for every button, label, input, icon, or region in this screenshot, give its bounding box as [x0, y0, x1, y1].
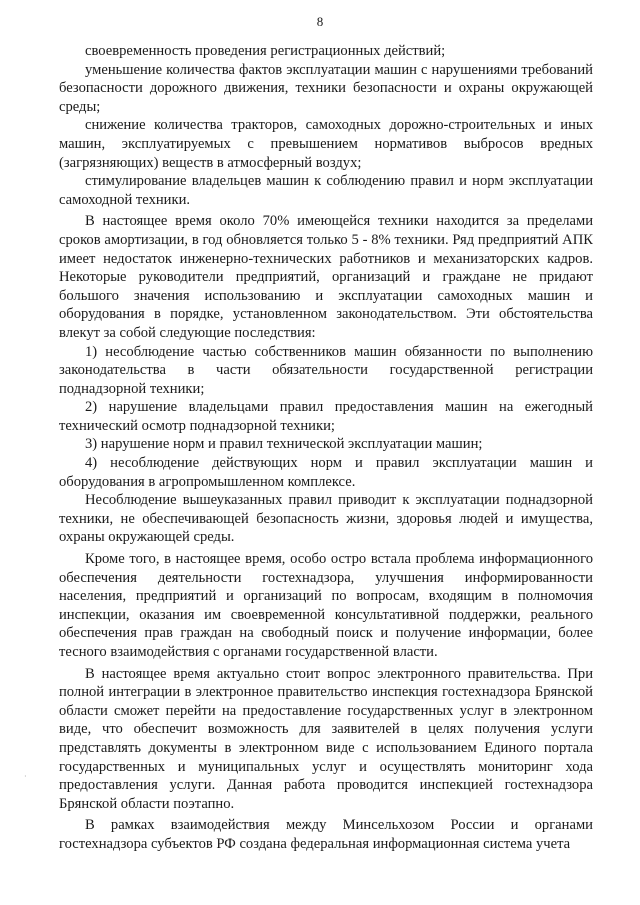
paragraph-noncompliance-effects: Несоблюдение вышеуказанных правил приводит к эксплуатации поднадзорной техники, не обеспечивающей безопасность жизни, здоровья людей и имущества, охраны окружающей среды. — [59, 492, 593, 546]
paragraph-consequence-1: 1) несоблюдение частью собственников машин обязанности по выполнению законодательства в части обязательности государственной регистрации поднадзорной техники; — [59, 343, 593, 397]
paragraph-electronic-government: В настоящее время актуально стоит вопрос электронного правительства. При полной интеграции в электронное правительство инспекция гостехнадзора Брянской области сможет перейти на предоставление государственных услуг в электронном виде, что обеспечит возможность для заявителей в целях получения услуги представлять документы в электронном виде с использованием Единого портала государственных и муниципальных услуг и осуществлять мониторинг хода предоставления услуги. Данная работа проводится инспекцией гостехнадзора Брянской области поэтапно. — [59, 665, 593, 812]
paragraph-owner-incentives: стимулирование владельцев машин к соблюдению правил и норм эксплуатации самоходной техники. — [59, 173, 593, 208]
margin-dot: · — [24, 772, 27, 781]
paragraph-consequence-2: 2) нарушение владельцами правил предоставления машин на ежегодный технический осмотр поднадзорной техники; — [59, 399, 593, 434]
paragraph-emissions-reduction: снижение количества тракторов, самоходных дорожно-строительных и иных машин, эксплуатируемых с превышением нормативов выбросов вредных (загрязняющих) веществ в атмосферный воздух; — [59, 117, 593, 171]
page-number: 8 — [316, 14, 324, 29]
paragraph-registration-timeliness: своевременность проведения регистрационных действий; — [85, 43, 446, 59]
paragraph-information-support: Кроме того, в настоящее время, особо остро встала проблема информационного обеспечения деятельности гостехнадзора, улучшения информированности населения, предприятий и организаций по вопросам, входящим в полномочия инспекции, оказания им своевременной консультативной поддержки, реального обеспечения прав граждан на свободный поиск и получение информации, более тесного взаимодействия с органами государственной власти. — [59, 551, 593, 660]
paragraph-violations-reduction: уменьшение количества фактов эксплуатации машин с нарушениями требований безопасности дорожного движения, техники безопасности и охраны окружающей среды; — [59, 61, 593, 115]
paragraph-equipment-depreciation: В настоящее время около 70% имеющейся техники находится за пределами сроков амортизации, в год обновляется только 5 - 8% техники. Ряд предприятий АПК имеет недостаток инженерно-технических работников и механизаторских кадров. Некоторые руководители предприятий, организаций и граждане не придают большого значения использованию и эксплуатации самоходных машин и оборудования в порядке, установленном законодательством. Эти обстоятельства влекут за собой следующие последствия: — [59, 213, 593, 341]
paragraph-consequence-4: 4) несоблюдение действующих норм и правил эксплуатации машин и оборудования в агропромышленном комплексе. — [59, 455, 593, 490]
document-body — [59, 42, 593, 854]
paragraph-consequence-3: 3) нарушение норм и правил технической эксплуатации машин; — [85, 436, 483, 453]
paragraph-federal-system: В рамках взаимодействия между Минсельхозом России и органами гостехнадзора субъектов РФ создана федеральная информационная система учета — [59, 817, 593, 852]
